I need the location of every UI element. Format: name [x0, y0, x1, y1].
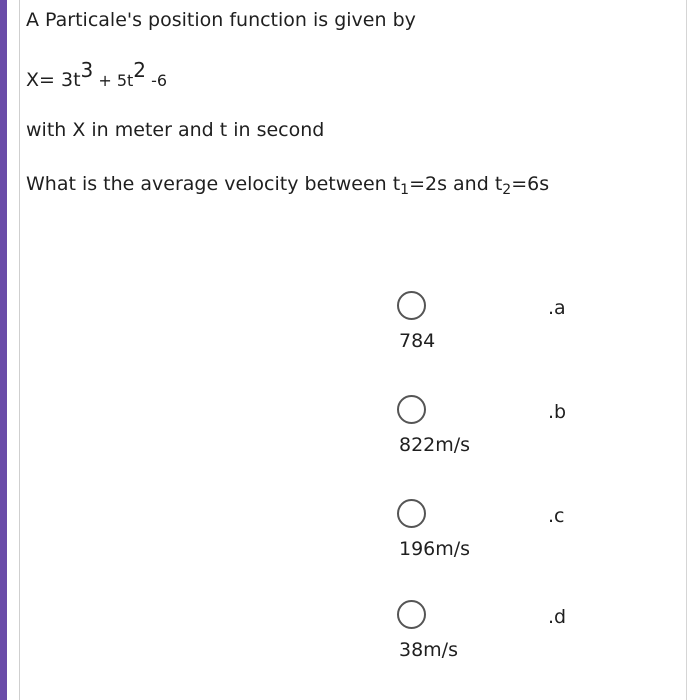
prompt-text-end: =6s: [511, 173, 550, 195]
units-statement: with X in meter and t in second: [26, 119, 325, 141]
prompt-text-middle: =2s and t: [409, 173, 503, 195]
option-value-c: 196m/s: [399, 538, 471, 560]
equation-exponent-1: 3: [80, 58, 94, 82]
equation-exponent-2: 2: [133, 58, 147, 82]
prompt-subscript-2: 2: [502, 182, 512, 198]
option-value-a: 784: [399, 330, 436, 352]
option-label-a: .a: [548, 297, 566, 319]
answer-option-d: [0, 597, 695, 677]
equation-lhs: X= 3t: [26, 69, 81, 91]
option-label-c: .c: [548, 505, 565, 527]
question-prompt: [26, 172, 549, 196]
position-equation: [26, 58, 168, 93]
option-label-b: .b: [548, 401, 567, 423]
equation-plus-term: + 5t: [93, 71, 134, 90]
answer-option-b: [0, 392, 695, 472]
option-value-b: 822m/s: [399, 434, 471, 456]
answer-option-c: [0, 496, 695, 576]
equation-constant: -6: [146, 71, 168, 90]
answer-option-a: [0, 288, 695, 368]
option-label-d: .d: [548, 606, 567, 628]
radio-button-a[interactable]: [397, 291, 426, 320]
prompt-text-start: What is the average velocity between t: [26, 173, 401, 195]
radio-button-b[interactable]: [397, 395, 426, 424]
radio-button-c[interactable]: [397, 499, 426, 528]
option-value-d: 38m/s: [399, 639, 458, 661]
question-line-1: A Particale's position function is given by: [26, 9, 416, 31]
radio-button-d[interactable]: [397, 600, 426, 629]
prompt-subscript-1: 1: [400, 182, 410, 198]
